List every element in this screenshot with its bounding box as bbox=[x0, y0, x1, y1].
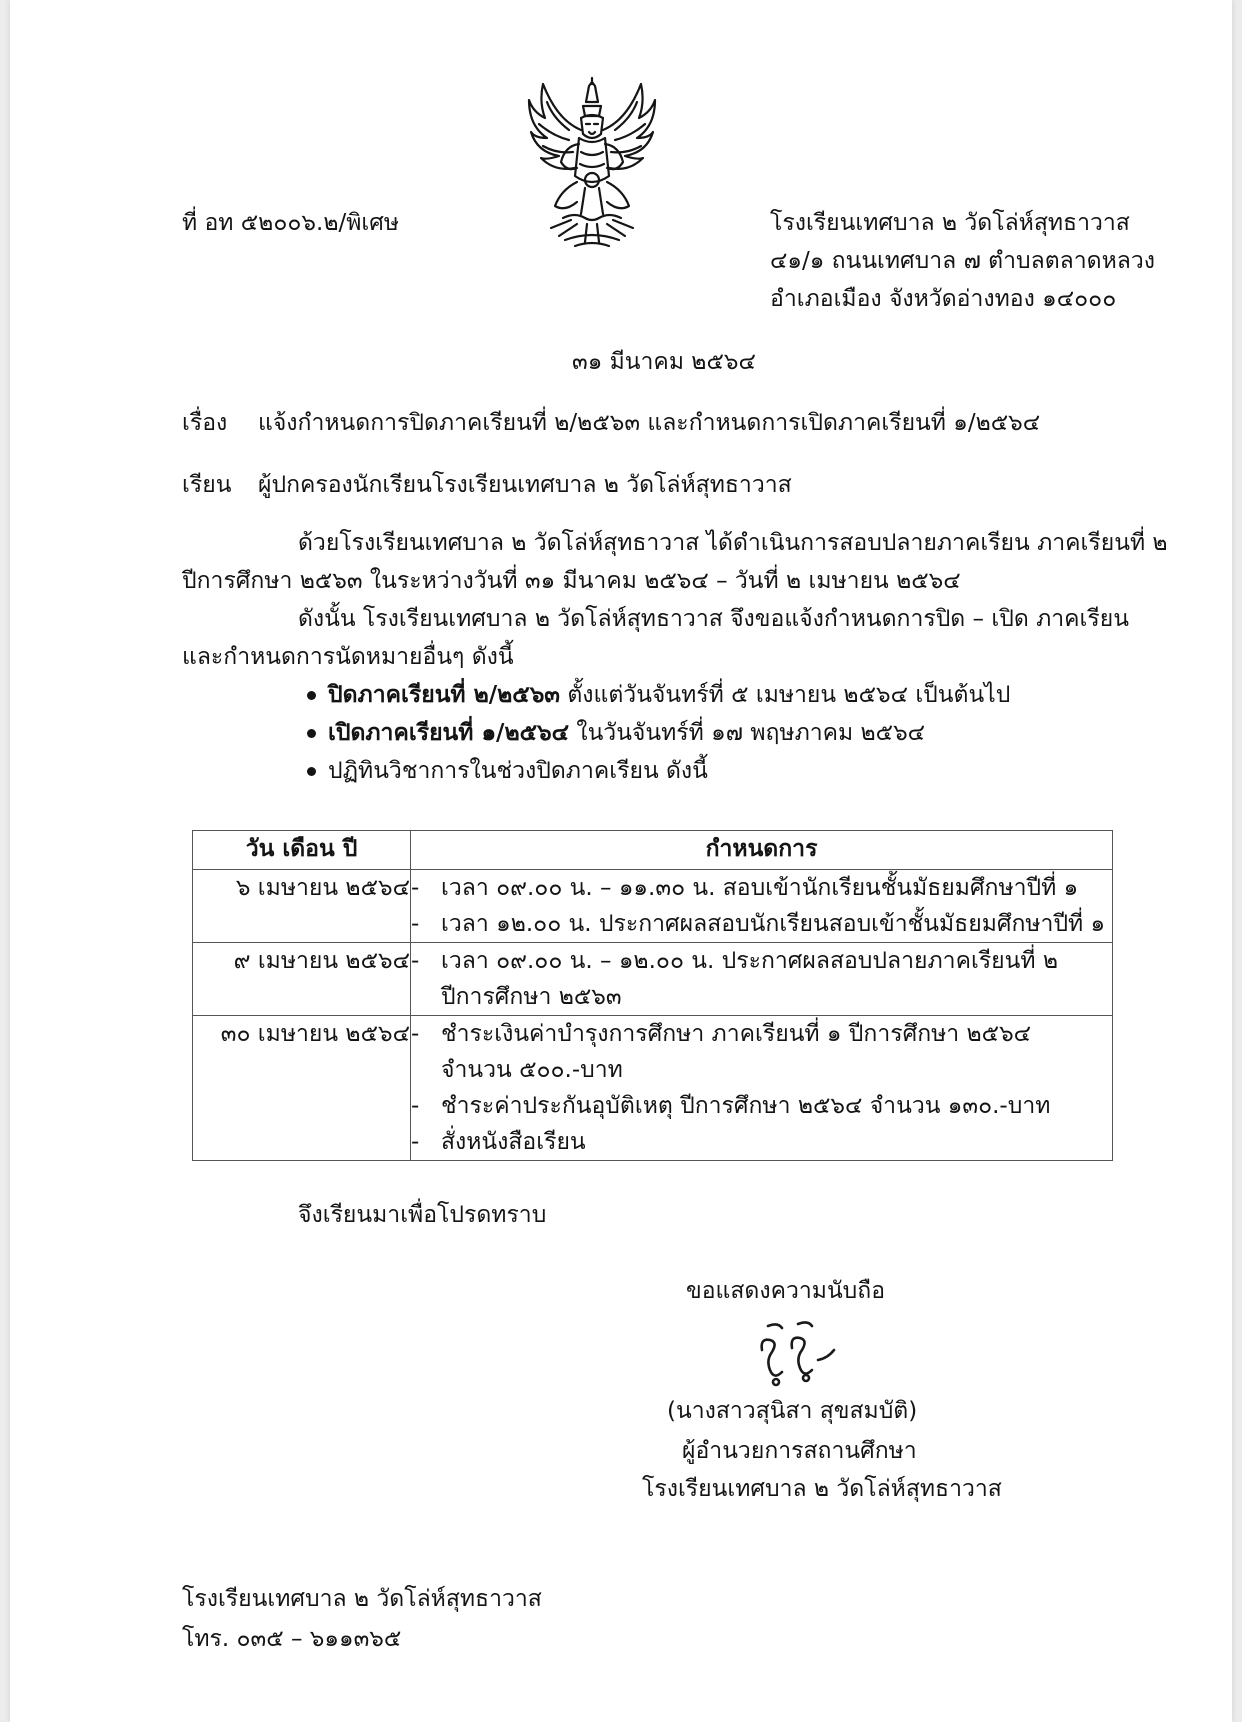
schedule-item bbox=[411, 1016, 1112, 1052]
signature-mark bbox=[748, 1320, 848, 1390]
item-text: จำนวน ๕๐๐.-บาท bbox=[441, 1057, 623, 1083]
school-address-line-1: โรงเรียนเทศบาล ๒ วัดโล่ห์สุทธาวาส bbox=[770, 210, 1130, 236]
school-address-line-2: ๔๑/๑ ถนนเทศบาล ๗ ตำบลตลาดหลวง bbox=[770, 248, 1156, 274]
column-header-schedule: กำหนดการ bbox=[411, 831, 1113, 870]
item-dash: - bbox=[411, 1093, 420, 1119]
bullet-close-term bbox=[328, 680, 1010, 710]
item-text: สั่งหนังสือเรียน bbox=[441, 1129, 586, 1155]
row-items bbox=[411, 1016, 1113, 1161]
item-text: ชำระค่าประกันอุบัติเหตุ ปีการศึกษา ๒๕๖๔ จำนวน ๑๓๐.-บาท bbox=[441, 1093, 1051, 1119]
table-row bbox=[193, 1016, 1113, 1161]
item-dash bbox=[411, 979, 441, 1015]
closing-line: จึงเรียนมาเพื่อโปรดทราบ bbox=[298, 1202, 547, 1228]
schedule-item bbox=[411, 906, 1112, 942]
bullet-academic-calendar bbox=[328, 756, 708, 786]
row-items bbox=[411, 943, 1113, 1016]
row-date: ๖ เมษายน ๒๕๖๔ bbox=[193, 870, 411, 943]
item-dash: - bbox=[411, 948, 420, 974]
body-paragraph-2-line-1: ดังนั้น โรงเรียนเทศบาล ๒ วัดโล่ห์สุทธาวาส จึงขอแจ้งกำหนดการปิด – เปิด ภาคเรียน bbox=[298, 606, 1129, 632]
to-label: เรียน bbox=[182, 472, 232, 498]
footer-phone: โทร. ๐๓๕ – ๖๑๑๓๖๕ bbox=[182, 1626, 402, 1652]
bullet-dot bbox=[307, 729, 316, 738]
item-text: เวลา ๐๙.๐๐ น. – ๑๑.๓๐ น. สอบเข้านักเรียนชั้นมัธยมศึกษาปีที่ ๑ bbox=[441, 875, 1079, 901]
bullet-close-term-rest: ตั้งแต่วันจันทร์ที่ ๕ เมษายน ๒๕๖๔ เป็นต้นไป bbox=[560, 682, 1011, 708]
bullet-close-term-bold: ปิดภาคเรียนที่ ๒/๒๕๖๓ bbox=[328, 682, 561, 708]
item-dash: - bbox=[411, 911, 420, 937]
bullet-academic-calendar-text: ปฏิทินวิชาการในช่วงปิดภาคเรียน ดังนี้ bbox=[328, 758, 708, 784]
bullet-dot bbox=[307, 767, 316, 776]
signer-name: (นางสาวสุนิสา สุขสมบัติ) bbox=[667, 1398, 918, 1424]
row-items bbox=[411, 870, 1113, 943]
subject-text: แจ้งกำหนดการปิดภาคเรียนที่ ๒/๒๕๖๓ และกำหนดการเปิดภาคเรียนที่ ๑/๒๕๖๔ bbox=[258, 410, 1041, 436]
table-row bbox=[193, 943, 1113, 1016]
column-header-date: วัน เดือน ปี bbox=[193, 831, 411, 870]
bullet-open-term-rest: ในวันจันทร์ที่ ๑๗ พฤษภาคม ๒๕๖๔ bbox=[569, 720, 926, 746]
schedule-item bbox=[411, 1124, 1112, 1160]
body-paragraph-2-line-2: และกำหนดการนัดหมายอื่นๆ ดังนี้ bbox=[182, 644, 514, 670]
regards: ขอแสดงความนับถือ bbox=[686, 1278, 886, 1304]
schedule-table bbox=[192, 830, 1113, 1161]
footer-organization: โรงเรียนเทศบาล ๒ วัดโล่ห์สุทธาวาส bbox=[182, 1586, 542, 1612]
schedule-item bbox=[411, 870, 1112, 906]
letter-date: ๓๑ มีนาคม ๒๕๖๔ bbox=[572, 349, 756, 375]
table-header-row bbox=[193, 831, 1113, 870]
schedule-item bbox=[411, 1052, 1112, 1088]
garuda-emblem-icon bbox=[525, 72, 660, 250]
bullet-open-term-bold: เปิดภาคเรียนที่ ๑/๒๕๖๔ bbox=[328, 720, 570, 746]
item-dash: - bbox=[411, 1129, 420, 1155]
item-text: เวลา ๑๒.๐๐ น. ประกาศผลสอบนักเรียนสอบเข้าชั้นมัธยมศึกษาปีที่ ๑ bbox=[441, 911, 1106, 937]
schedule-item bbox=[411, 1088, 1112, 1124]
table-row bbox=[193, 870, 1113, 943]
row-date: ๓๐ เมษายน ๒๕๖๔ bbox=[193, 1016, 411, 1161]
item-text: ปีการศึกษา ๒๕๖๓ bbox=[441, 984, 622, 1010]
subject-label: เรื่อง bbox=[182, 410, 228, 436]
to-text: ผู้ปกครองนักเรียนโรงเรียนเทศบาล ๒ วัดโล่ห์สุทธาวาส bbox=[258, 472, 792, 498]
item-text: เวลา ๐๙.๐๐ น. – ๑๒.๐๐ น. ประกาศผลสอบปลายภาคเรียนที่ ๒ bbox=[441, 948, 1059, 974]
signer-title: ผู้อำนวยการสถานศึกษา bbox=[682, 1438, 917, 1464]
bullet-open-term bbox=[328, 718, 925, 748]
schedule-item bbox=[411, 943, 1112, 979]
school-address-line-3: อำเภอเมือง จังหวัดอ่างทอง ๑๔๐๐๐ bbox=[770, 286, 1117, 312]
reference-number: ที่ อท ๕๒๐๐๖.๒/พิเศษ bbox=[182, 210, 400, 236]
row-date: ๙ เมษายน ๒๕๖๔ bbox=[193, 943, 411, 1016]
schedule-item bbox=[411, 979, 1112, 1015]
item-dash: - bbox=[411, 1021, 420, 1047]
signer-organization: โรงเรียนเทศบาล ๒ วัดโล่ห์สุทธาวาส bbox=[642, 1476, 1002, 1502]
body-paragraph-1-line-1: ด้วยโรงเรียนเทศบาล ๒ วัดโล่ห์สุทธาวาส ได้ดำเนินการสอบปลายภาคเรียน ภาคเรียนที่ ๒ bbox=[298, 530, 1168, 556]
item-dash bbox=[411, 1052, 441, 1088]
letter-page bbox=[10, 0, 1232, 1722]
body-paragraph-1-line-2: ปีการศึกษา ๒๕๖๓ ในระหว่างวันที่ ๓๑ มีนาคม ๒๕๖๔ – วันที่ ๒ เมษายน ๒๕๖๔ bbox=[182, 568, 961, 594]
item-dash: - bbox=[411, 875, 420, 901]
item-text: ชำระเงินค่าบำรุงการศึกษา ภาคเรียนที่ ๑ ปีการศึกษา ๒๕๖๔ bbox=[441, 1021, 1032, 1047]
bullet-dot bbox=[307, 691, 316, 700]
